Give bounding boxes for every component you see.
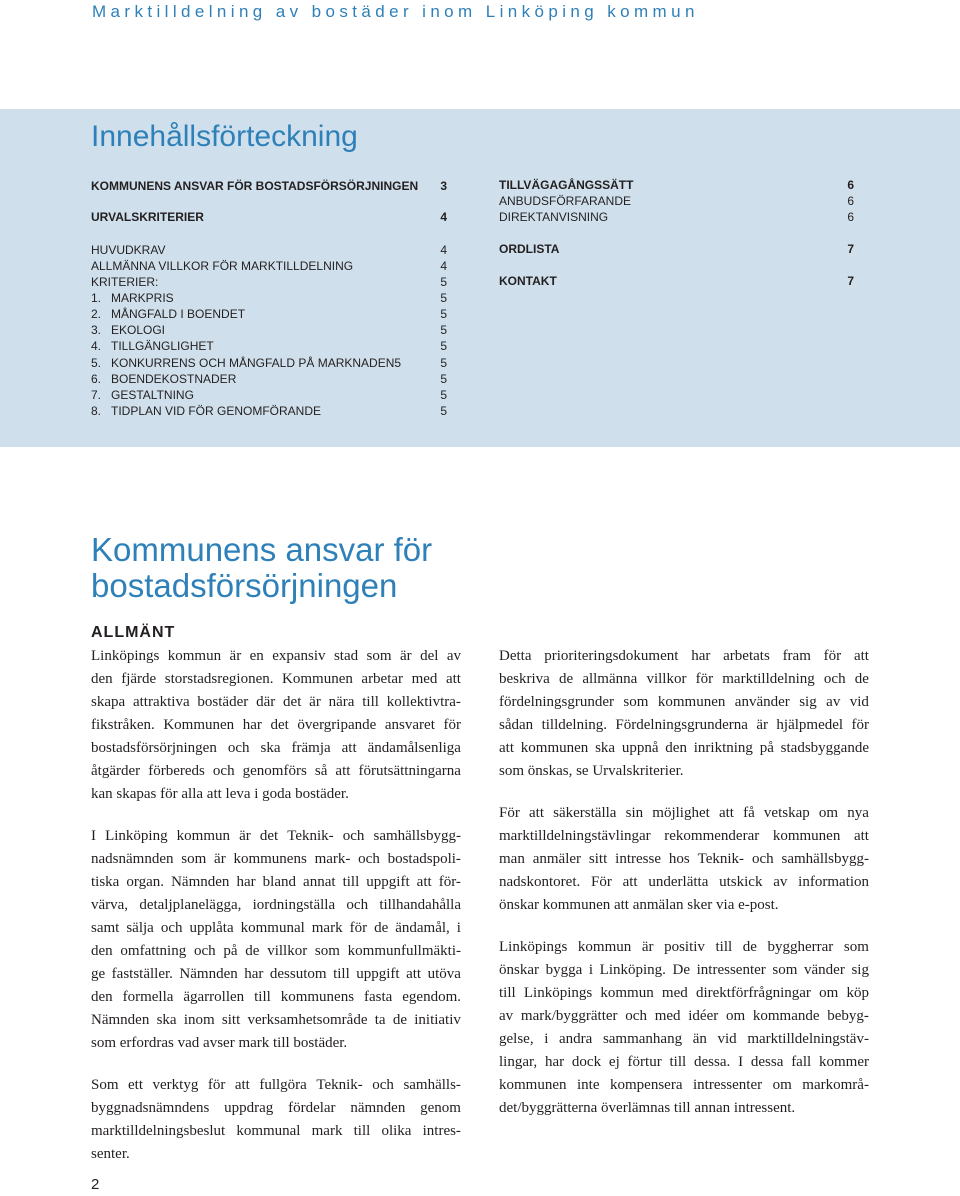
- text-line: nadskontoret. För att underlätta utskick av information: [499, 874, 869, 890]
- text-line: den formella ägarrollen till kommunens fasta egendom.: [91, 989, 461, 1005]
- toc-entry-label: [91, 355, 401, 371]
- toc-entry-page: 5: [440, 404, 447, 418]
- text-line: som erfordras vad avser mark till bostäder.: [91, 1035, 348, 1051]
- text-line: Detta prioriteringsdokument har arbetats fram för att: [499, 648, 869, 664]
- toc-entry-number: 3.: [91, 323, 102, 337]
- toc-entry-page: 6: [847, 210, 854, 224]
- toc-entry-label: KOMMUNENS ANSVAR FÖR BOSTADSFÖRSÖRJNINGEN: [91, 179, 419, 193]
- toc-entry[interactable]: [499, 193, 854, 209]
- toc-entry-label: [91, 338, 214, 354]
- toc-entry-label: [91, 290, 174, 306]
- paragraph: [499, 936, 869, 1120]
- text-line: som önskas, se Urvalskriterier.: [499, 763, 684, 779]
- toc-entry-page: 3: [440, 179, 447, 193]
- text-line: Som ett verktyg för att fullgöra Teknik- och samhälls-: [91, 1077, 461, 1093]
- toc-entry-text: GESTALTNING: [111, 388, 194, 402]
- toc-title: Innehållsförteckning: [91, 120, 358, 153]
- text-line: kommunen inte kompensera intressenter om markområ-: [499, 1077, 869, 1093]
- toc-entry-label: [91, 403, 321, 419]
- toc-entry[interactable]: [91, 242, 447, 258]
- toc-entry[interactable]: [499, 273, 854, 289]
- toc-entry-text: TILLGÄNGLIGHET: [111, 339, 214, 353]
- body-right-column: [499, 645, 869, 1139]
- toc-entry-page: 5: [440, 291, 447, 305]
- text-line: bostadsförsörjningen och ska främja att ändamålsenliga: [91, 740, 461, 756]
- toc-entry-text: BOENDEKOSTNADER: [111, 372, 237, 386]
- text-line: samt sälja och upplåta kommunal mark för de ändamål, i: [91, 920, 461, 936]
- toc-entry[interactable]: [91, 371, 447, 387]
- toc-entry-page: 5: [440, 339, 447, 353]
- toc-entry-number: 2.: [91, 307, 102, 321]
- text-line: senter.: [91, 1146, 130, 1162]
- toc-entry[interactable]: [91, 209, 447, 225]
- text-line: det/byggrätterna överlämnas till annan intressent.: [499, 1100, 796, 1116]
- toc-entry-page: 4: [440, 243, 447, 257]
- paragraph: [91, 1074, 461, 1166]
- toc-entry-page: 5: [440, 372, 447, 386]
- text-line: sådan tilldelning. Fördelningsgrunderna är hjälpmedel för: [499, 717, 869, 733]
- toc-entry-label: TILLVÄGAGÅNGSSÄTT: [499, 178, 634, 192]
- text-line: åtgärder förbereds och genomförs så att förutsättningarna: [91, 763, 461, 779]
- text-line: ge fastställer. Nämnden har dessutom till uppgift att utöva: [91, 966, 461, 982]
- section-title-line: bostadsförsörjningen: [91, 567, 398, 604]
- toc-entry-number: 4.: [91, 339, 102, 353]
- toc-entry-page: 5: [440, 275, 447, 289]
- toc-entry[interactable]: [91, 274, 447, 290]
- text-line: önskar kommunen att anmälan sker via e-post.: [499, 897, 779, 913]
- toc-entry-number: 6.: [91, 372, 102, 386]
- toc-entry[interactable]: [91, 306, 447, 322]
- text-line: den omfattning och på de villkor som kommunfullmäkti-: [91, 943, 461, 959]
- paragraph: [499, 802, 869, 917]
- toc-entry-text: EKOLOGI: [111, 323, 166, 337]
- text-line: I Linköping kommun är det Teknik- och samhällsbygg-: [91, 828, 461, 844]
- body-left-column: [91, 645, 461, 1185]
- text-line: gelse, i andra sammanhang än vid marktilldelningstäv-: [499, 1031, 869, 1047]
- text-line: tiska organ. Nämnden har bland annat till uppgift att för-: [91, 874, 461, 890]
- section-title-line: Kommunens ansvar för: [91, 531, 433, 568]
- text-line: beskriva de allmänna villkor för marktilldelning och de: [499, 671, 869, 687]
- page-number: 2: [91, 1176, 100, 1193]
- text-line: fördelningsgrunder som kommunen använder sig av vid: [499, 694, 869, 710]
- toc-entry[interactable]: [91, 322, 447, 338]
- toc-entry[interactable]: [91, 403, 447, 419]
- text-line: För att säkerställa sin möjlighet att få vetskap om nya: [499, 805, 869, 821]
- toc-entry-number: 8.: [91, 404, 102, 418]
- text-line: att kommunen ska uppnå den inriktning på stadsbyggande: [499, 740, 869, 756]
- text-line: Nämnden ska inom sitt verksamhetsområde ta de initiativ: [91, 1012, 461, 1028]
- toc-entry-page: 5: [440, 323, 447, 337]
- toc-entry-number: 7.: [91, 388, 102, 402]
- toc-entry-page: 5: [440, 388, 447, 402]
- toc-entry-page: 4: [440, 259, 447, 273]
- text-line: den fjärde storstadsregionen. Kommunen arbetar med att: [91, 671, 461, 687]
- running-head: Marktilldelning av bostäder inom Linköping kommun: [92, 2, 699, 21]
- text-line: Linköpings kommun är positiv till de byggherrar som: [499, 939, 869, 955]
- toc-entry[interactable]: [499, 177, 854, 193]
- paragraph: [91, 825, 461, 1055]
- paragraph: [91, 645, 461, 806]
- text-line: byggnadsnämndens uppdrag fördelar nämnden genom: [91, 1100, 461, 1116]
- toc-entry-label: [91, 371, 236, 387]
- text-line: skapa attraktiva bostäder där det är nära till kollektivtra-: [91, 694, 461, 710]
- text-line: marktilldelningsbeslut kommunal mark till olika intres-: [91, 1123, 461, 1139]
- text-line: man anmäler sitt intresse hos Teknik- och samhällsbygg-: [499, 851, 869, 867]
- toc-entry-text: MÅNGFALD I BOENDET: [111, 307, 246, 321]
- text-line: kan skapas för alla att leva i goda bostäder.: [91, 786, 349, 802]
- toc-entry-number: 5.: [91, 356, 102, 370]
- text-line: värva, detaljplanelägga, iordningställa och tillhandahålla: [91, 897, 461, 913]
- toc-entry-label: [91, 322, 165, 338]
- toc-entry[interactable]: [91, 355, 447, 371]
- toc-entry-text: MARKPRIS: [111, 291, 174, 305]
- text-line: Linköpings kommun är en expansiv stad som är del av: [91, 648, 461, 664]
- text-line: fikstråken. Kommunen har det övergripande ansvaret för: [91, 717, 461, 733]
- toc-entry-label: KRITERIER:: [91, 275, 159, 289]
- toc-entry-label: DIREKTANVISNING: [499, 210, 609, 224]
- text-line: nadsnämnden som är kommunens mark- och bostadspoli-: [91, 851, 461, 867]
- toc-entry[interactable]: [91, 258, 447, 274]
- toc-entry-page: 6: [847, 194, 854, 208]
- text-line: lingar, har dock ej förtur till dessa. I dessa fall kommer: [499, 1054, 869, 1070]
- paragraph: [499, 645, 869, 783]
- text-line: till Linköpings kommun med direktförfrågningar om köp: [499, 985, 869, 1001]
- toc-entry-label: KONTAKT: [499, 274, 557, 288]
- toc-entry[interactable]: [91, 290, 447, 306]
- toc-entry[interactable]: [499, 209, 854, 225]
- toc-entry-label: URVALSKRITERIER: [91, 210, 204, 224]
- toc-entry-page: 5: [440, 307, 447, 321]
- toc-entry-label: HUVUDKRAV: [91, 243, 166, 257]
- toc-entry-text: KONKURRENS OCH MÅNGFALD PÅ MARKNADEN5: [111, 356, 402, 370]
- toc-entry-page: 6: [847, 178, 854, 192]
- text-line: av mark/byggrätter och med idéer om kommande bebyg-: [499, 1008, 869, 1024]
- toc-entry-label: [91, 306, 245, 322]
- toc-entry-page: 5: [440, 356, 447, 370]
- toc-entry[interactable]: [91, 338, 447, 354]
- toc-entry-label: [91, 387, 194, 403]
- toc-entry-page: 7: [847, 274, 854, 288]
- toc-entry[interactable]: [499, 241, 854, 257]
- toc-entry-text: TIDPLAN VID FÖR GENOMFÖRANDE: [111, 404, 322, 418]
- subheading: ALLMÄNT: [91, 624, 176, 641]
- text-line: önskar bygga i Linköping. De intressenter som vänder sig: [499, 962, 869, 978]
- toc-entry-label: ALLMÄNNA VILLKOR FÖR MARKTILLDELNING: [91, 259, 354, 273]
- toc-entry-label: ANBUDSFÖRFARANDE: [499, 194, 632, 208]
- toc-entry[interactable]: [91, 178, 447, 194]
- toc-entry[interactable]: [91, 387, 447, 403]
- toc-entry-page: 7: [847, 242, 854, 256]
- text-line: marktilldelningstävlingar rekommenderar kommunen att: [499, 828, 869, 844]
- toc-entry-number: 1.: [91, 291, 102, 305]
- toc-entry-label: ORDLISTA: [499, 242, 560, 256]
- section-title: [91, 532, 432, 604]
- toc-entry-page: 4: [440, 210, 447, 224]
